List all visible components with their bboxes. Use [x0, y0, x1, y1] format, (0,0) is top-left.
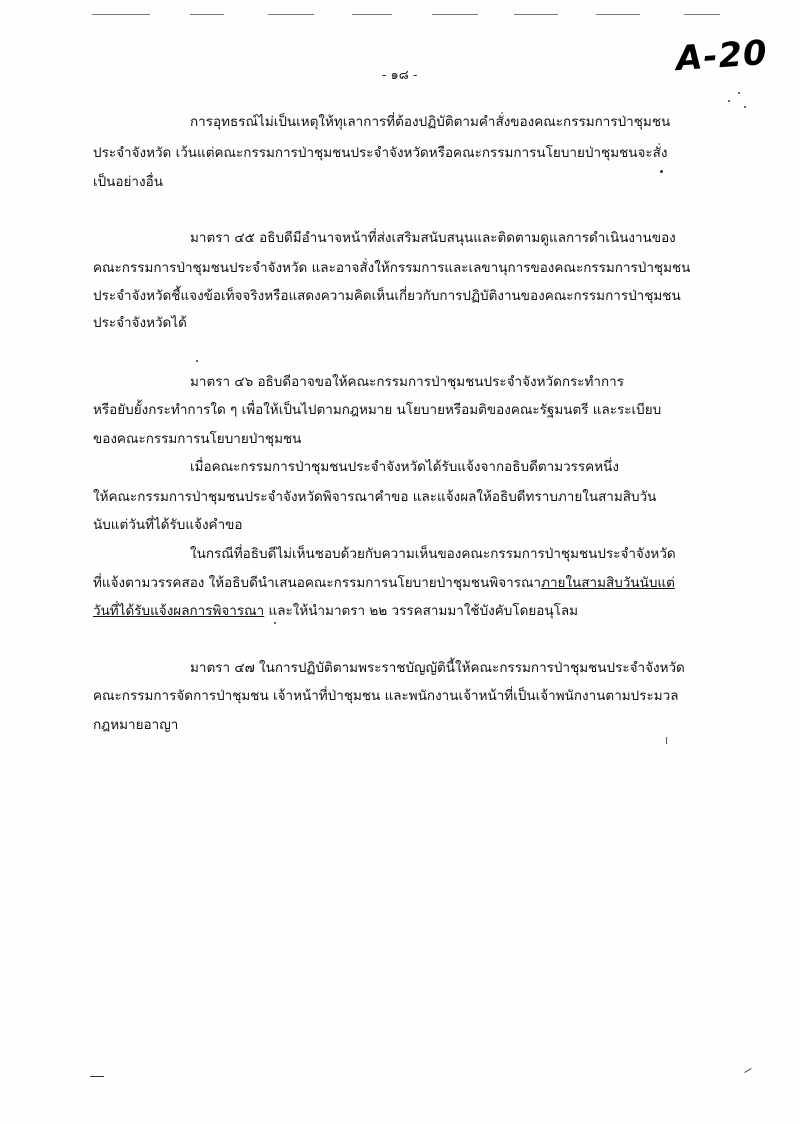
text-line: นับแต่วันที่ได้รับแจ้งคำขอ	[93, 517, 243, 533]
scan-dash	[684, 14, 720, 15]
text-line: หรือยับยั้งกระทำการใด ๆ เพื่อให้เป็นไปตามกฎหมาย นโยบายหรือมติของคณะรัฐมนตรี และระเบียบ	[93, 402, 662, 418]
text-segment: และให้นำมาตรา ๒๒ วรรคสามมาใช้บังคับโดยอนุโลม	[264, 603, 579, 619]
text-line: เมื่อคณะกรรมการป่าชุมชนประจำจังหวัดได้รับแจ้งจากอธิบดีตามวรรคหนึ่ง	[190, 459, 619, 475]
text-line: ในกรณีที่อธิบดีไม่เห็นชอบด้วยกับความเห็นของคณะกรรมการป่าชุมชนประจำจังหวัด	[190, 546, 676, 562]
text-line: คณะกรรมการจัดการป่าชุมชน เจ้าหน้าที่ป่าชุมชน และพนักงานเจ้าหน้าที่เป็นเจ้าพนักงานตามประมวล	[93, 688, 679, 704]
text-segment: ที่แจ้งตามวรรคสอง ให้อธิบดีนำเสนอคณะกรรมการนโยบายป่าชุมชนพิจารณา	[93, 575, 542, 591]
scan-dash	[744, 1068, 751, 1073]
scan-mark	[666, 737, 667, 744]
text-line: เป็นอย่างอื่น	[93, 174, 163, 190]
text-line: กฎหมายอาญา	[93, 717, 179, 733]
handwritten-page-mark: A-20	[674, 32, 770, 80]
underlined-text: วันที่ได้รับแจ้งผลการพิจารณา	[93, 603, 265, 619]
scan-speck	[274, 622, 276, 624]
scan-speck	[738, 92, 740, 94]
text-line: คณะกรรมการป่าชุมชนประจำจังหวัด และอาจสั่งให้กรรมการและเลขานุการของคณะกรรมการป่าชุมชน	[93, 260, 691, 276]
scan-dash	[596, 14, 640, 15]
scan-speck	[728, 100, 730, 102]
scan-dash	[352, 14, 392, 15]
text-line	[93, 602, 578, 620]
text-line: ให้คณะกรรมการป่าชุมชนประจำจังหวัดพิจารณาคำขอ และแจ้งผลให้อธิบดีทราบภายในสามสิบวัน	[93, 489, 657, 505]
scan-dash	[268, 14, 314, 15]
scan-dash	[514, 14, 558, 15]
scan-dash	[90, 1076, 104, 1077]
scan-dash	[432, 14, 478, 15]
scan-dash	[190, 14, 224, 15]
text-line: การอุทธรณ์ไม่เป็นเหตุให้ทุเลาการที่ต้องปฏิบัติตามคำสั่งของคณะกรรมการป่าชุมชน	[190, 114, 671, 130]
text-line: ประจำจังหวัดได้	[93, 315, 187, 331]
text-line: ประจำจังหวัด เว้นแต่คณะกรรมการป่าชุมชนประจำจังหวัดหรือคณะกรรมการนโยบายป่าชุมชนจะสั่ง	[93, 145, 668, 161]
text-line	[93, 574, 675, 592]
scan-speck	[196, 360, 198, 362]
scan-speck	[660, 170, 663, 173]
text-line: ของคณะกรรมการนโยบายป่าชุมชน	[93, 431, 302, 447]
page-number: - ๑๘ -	[382, 68, 418, 83]
text-line: มาตรา ๔๕ อธิบดีมีอำนาจหน้าที่ส่งเสริมสนับสนุนและติดตามดูแลการดำเนินงานของ	[190, 230, 676, 246]
text-line: มาตรา ๔๖ อธิบดีอาจขอให้คณะกรรมการป่าชุมชนประจำจังหวัดกระทำการ	[190, 374, 625, 390]
scan-dash	[92, 14, 150, 15]
text-line: ประจำจังหวัดชี้แจงข้อเท็จจริงหรือแสดงความคิดเห็นเกี่ยวกับการปฏิบัติงานของคณะกรรมการป่าชุมชน	[93, 288, 681, 304]
underlined-text: ภายในสามสิบวันนับแต่	[541, 575, 675, 591]
text-line: มาตรา ๔๗ ในการปฏิบัติตามพระราชบัญญัตินี้ให้คณะกรรมการป่าชุมชนประจำจังหวัด	[190, 660, 685, 676]
scan-speck	[744, 106, 746, 108]
